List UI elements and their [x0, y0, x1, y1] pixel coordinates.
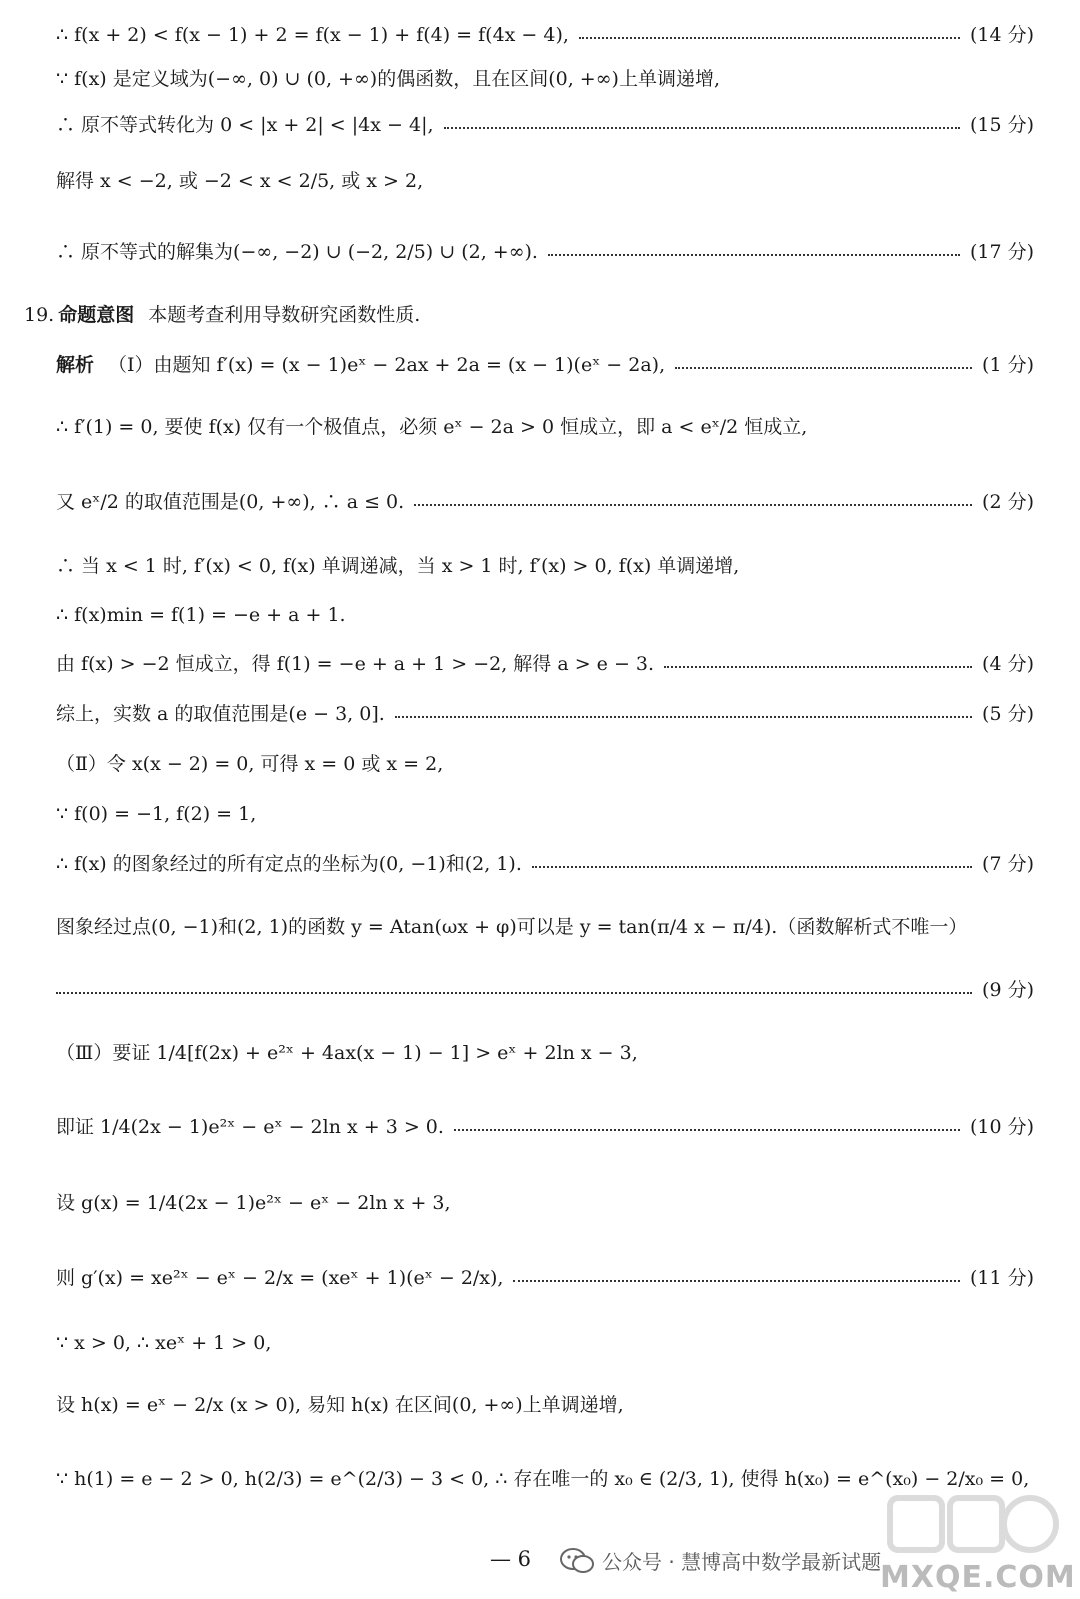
score-label: (5 分)	[982, 703, 1034, 725]
solution-line	[56, 699, 1034, 729]
line-text: （Ⅲ）要证 1/4[f(2x) + e²ˣ + 4ax(x − 1) − 1] > eˣ + 2ln x − 3,	[56, 1042, 638, 1064]
line-text: ∴ 原不等式的解集为(−∞, −2) ∪ (−2, 2/5) ∪ (2, +∞).	[56, 241, 538, 263]
solution-line	[56, 110, 1034, 140]
wechat-credit	[560, 1546, 881, 1575]
leader-dots	[513, 1280, 959, 1282]
score-label: (17 分)	[969, 241, 1034, 263]
score-label: (10 分)	[969, 1116, 1034, 1138]
leader-dots	[395, 716, 972, 718]
line-text: 设 g(x) = 1/4(2x − 1)e²ˣ − eˣ − 2ln x + 3,	[56, 1192, 451, 1214]
solution-line	[56, 912, 1034, 942]
line-text: 解得 x < −2, 或 −2 < x < 2/5, 或 x > 2,	[56, 170, 424, 192]
section-label: 命题意图	[58, 304, 135, 326]
solution-line	[56, 600, 1034, 630]
line-text: ∴ f(x + 2) < f(x − 1) + 2 = f(x − 1) + f(4) = f(4x − 4),	[56, 24, 569, 46]
question-number: 19.	[24, 304, 55, 326]
line-text: 图象经过点(0, −1)和(2, 1)的函数 y = Atan(ωx + φ)可以是 y = tan(π/4 x − π/4).（函数解析式不唯一）	[56, 916, 968, 938]
line-text: ∵ f(0) = −1, f(2) = 1,	[56, 803, 257, 825]
solution-line	[56, 551, 1034, 581]
page-number: — 6	[490, 1547, 532, 1571]
score-label: (1 分)	[982, 354, 1034, 376]
solution-line	[56, 1188, 1034, 1218]
leader-dots	[56, 992, 972, 994]
leader-dots	[444, 127, 960, 129]
solution-line	[56, 64, 1034, 94]
solution-line	[56, 1038, 1034, 1068]
leader-dots	[675, 367, 972, 369]
solution-line	[56, 20, 1034, 50]
solution-line	[56, 1390, 1034, 1420]
score-label: (9 分)	[982, 979, 1034, 1001]
watermark-text: MXQE.COM	[880, 1560, 1076, 1595]
line-text: 即证 1/4(2x − 1)e²ˣ − eˣ − 2ln x + 3 > 0.	[56, 1116, 444, 1138]
line-text: ∴ f(x)min = f(1) = −e + a + 1.	[56, 604, 346, 626]
line-text: 本题考查利用导数研究函数性质.	[148, 304, 421, 326]
solution-line	[56, 975, 1034, 1005]
line-text: 综上，实数 a 的取值范围是(e − 3, 0].	[56, 703, 385, 725]
leader-dots	[664, 666, 972, 668]
solution-line	[56, 1112, 1034, 1142]
line-text: ∵ h(1) = e − 2 > 0, h(2/3) = e^(2/3) − 3 < 0, ∴ 存在唯一的 x₀ ∈ (2/3, 1), 使得 h(x₀) = e^(x₀) − 2/x₀ = 0,	[56, 1468, 1030, 1490]
solution-line	[56, 350, 1034, 380]
score-label: (11 分)	[969, 1267, 1034, 1289]
score-label: (4 分)	[982, 653, 1034, 675]
line-text: 则 g′(x) = xe²ˣ − eˣ − 2/x = (xeˣ + 1)(eˣ − 2/x),	[56, 1267, 504, 1289]
solution-line	[56, 799, 1034, 829]
line-text: ∴ f(x) 的图象经过的所有定点的坐标为(0, −1)和(2, 1).	[56, 853, 522, 875]
solution-line	[56, 1328, 1034, 1358]
leader-dots	[414, 504, 972, 506]
line-text: 又 eˣ/2 的取值范围是(0, +∞), ∴ a ≤ 0.	[56, 491, 405, 513]
leader-dots	[548, 254, 960, 256]
line-text: ∴ 原不等式转化为 0 < |x + 2| < |4x − 4|,	[56, 114, 434, 136]
wechat-text: 公众号 · 慧博高中数学最新试题	[602, 1550, 882, 1574]
leader-dots	[532, 866, 972, 868]
line-text: 设 h(x) = eˣ − 2/x (x > 0), 易知 h(x) 在区间(0, +∞)上单调递增,	[56, 1394, 624, 1416]
question-heading	[24, 300, 1034, 330]
line-text: 由 f(x) > −2 恒成立，得 f(1) = −e + a + 1 > −2, 解得 a > e − 3.	[56, 653, 655, 675]
wechat-icon	[560, 1548, 594, 1574]
solution-line	[56, 412, 1034, 442]
line-text: （Ⅰ）由题知 f′(x) = (x − 1)eˣ − 2ax + 2a = (x − 1)(eˣ − 2a),	[108, 354, 666, 376]
leader-dots	[454, 1129, 960, 1131]
line-text: （Ⅱ）令 x(x − 2) = 0, 可得 x = 0 或 x = 2,	[56, 753, 444, 775]
score-label: (14 分)	[969, 24, 1034, 46]
score-label: (7 分)	[982, 853, 1034, 875]
section-label: 解析	[56, 354, 95, 376]
solution-line	[56, 237, 1034, 267]
solution-line	[56, 487, 1034, 517]
line-text: ∵ x > 0, ∴ xeˣ + 1 > 0,	[56, 1332, 272, 1354]
line-text: ∴ f′(1) = 0, 要使 f(x) 仅有一个极值点，必须 eˣ − 2a > 0 恒成立，即 a < eˣ/2 恒成立,	[56, 416, 808, 438]
line-text: ∴ 当 x < 1 时, f′(x) < 0, f(x) 单调递减，当 x > 1 时, f′(x) > 0, f(x) 单调递增,	[56, 555, 740, 577]
score-label: (15 分)	[969, 114, 1034, 136]
solution-line	[56, 1263, 1034, 1293]
leader-dots	[579, 37, 960, 39]
solution-line	[56, 749, 1034, 779]
solution-line	[56, 649, 1034, 679]
solution-line	[56, 166, 1034, 196]
line-text: ∵ f(x) 是定义域为(−∞, 0) ∪ (0, +∞)的偶函数，且在区间(0, +∞)上单调递增,	[56, 68, 720, 90]
score-label: (2 分)	[982, 491, 1034, 513]
solution-line	[56, 849, 1034, 879]
